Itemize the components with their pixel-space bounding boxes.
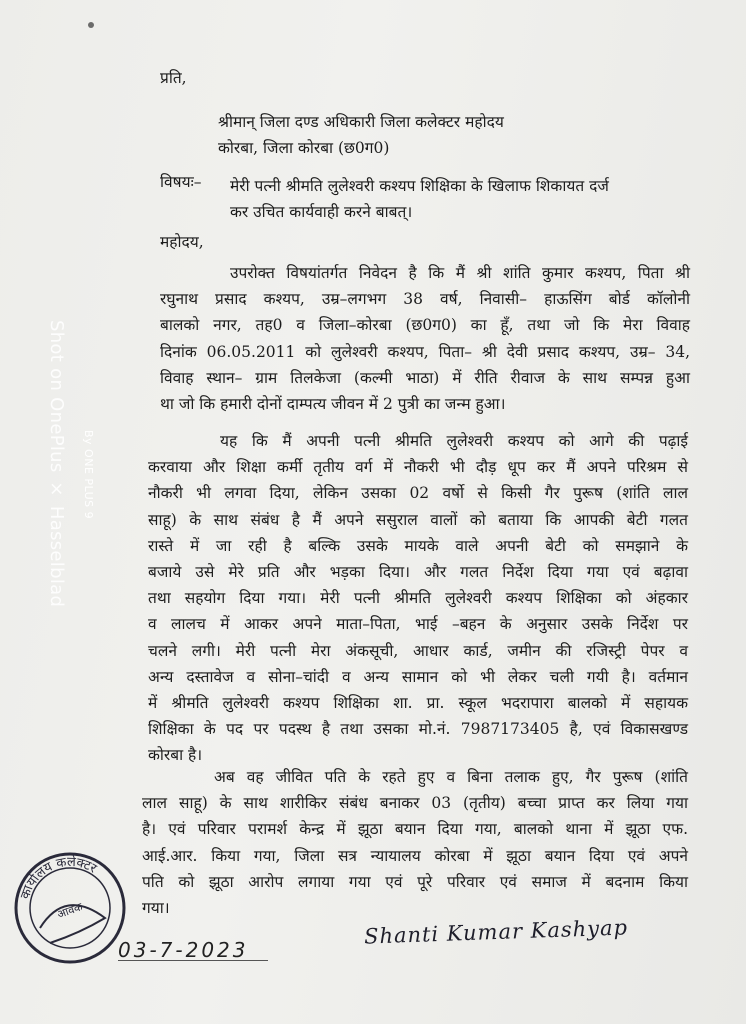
para2-line: चलने लगी। मेरी पत्नी मेरा अंकसूची, आधार कार्ड, जमीन की रजिस्ट्री पेपर व <box>148 641 688 660</box>
subject-line2: कर उचित कार्यवाही करने बाबत्। <box>230 203 413 221</box>
para2-line: शिक्षिका के पद पर पदस्थ है तथा उसका मो.नं. 7987173405 है, एवं विकासखण्ड <box>148 720 688 739</box>
addressee-line2: कोरबा, जिला कोरबा (छ0ग0) <box>218 139 390 157</box>
handwritten-signature: Shanti Kumar Kashyap <box>363 915 629 949</box>
subject-line1: मेरी पत्नी श्रीमति लुलेश्वरी कश्यप शिक्षिका के खिलाफ शिकायत दर्ज <box>230 177 609 195</box>
para2-line: यह कि मैं अपनी पत्नी श्रीमति लुलेश्वरी कश्यप को आगे की पढ़ाई <box>220 432 688 450</box>
para3-line: लाल साहू) के साथ शारीकिर संबंध बनाकर 03 (तृतीय) बच्चा प्राप्त कर लिया गया <box>142 794 688 813</box>
para2-line: रास्ते में जा रही है बल्कि उसके मायके वाले अपनी बेटी को समझाने के <box>148 536 688 555</box>
para1-line: बालको नगर, तह0 व जिला–कोरबा (छ0ग0) का हूँ, तथा जो कि मेरा विवाह <box>160 316 690 335</box>
para2-line: अन्य दस्तावेज व सोना–चांदी व अन्य सामान को भी लेकर चली गयी है। वर्तमान <box>148 667 688 686</box>
watermark-line1: Shot on OnePlus × Hasselblad <box>46 320 67 608</box>
para2-line: तथा सहयोग दिया गया। मेरी पत्नी श्रीमति लुलेश्वरी कश्यप शिक्षिका को अंहकार <box>148 589 688 608</box>
para2-line: करवाया और शिक्षा कर्मी तृतीय वर्ग में नौकरी भी दौड़ धूप कर मैं अपने परिश्रम से <box>148 458 688 477</box>
addressee-line1: श्रीमान् जिला दण्ड अधिकारी जिला कलेक्टर महोदय <box>218 113 504 131</box>
para3-line: पति को झूठा आरोप लगाया गया एवं पूरे परिवार एवं समाज में बदनाम किया <box>142 872 688 891</box>
camera-watermark <box>46 320 67 607</box>
subject-label: विषयः– <box>160 173 202 191</box>
greeting: महोदय, <box>160 233 204 251</box>
para3-line: आई.आर. किया गया, जिला सत्र न्यायालय कोरबा में झूठा बयान दिया एवं अपने <box>142 846 688 865</box>
para2-line: नौकरी भी लगवा दिया, लेकिन उसका 02 वर्षो से किसी गैर पुरूष (शांति लाल <box>148 484 688 503</box>
para2-line: व लालच में आकर अपने माता–पिता, भाई –बहन के अनुसार उसके निर्देश पर <box>148 615 688 634</box>
paragraph-1 <box>160 260 690 417</box>
para3-line: है। एवं परिवार परामर्श केन्द्र में झूठा बयान दिया गया, बालको थाना में झूठा एफ. <box>142 820 688 839</box>
date-underline <box>118 960 268 961</box>
ink-speck <box>88 22 94 28</box>
para1-line: विवाह स्थान– ग्राम तिलकेजा (कल्मी भाठा) में रीति रीवाज के साथ सम्पन्न हुआ <box>160 368 690 387</box>
para2-line: में श्रीमति लुलेश्वरी कश्यप शिक्षिका शा. प्रा. स्कूल भदरापारा बालको में सहायक <box>148 694 688 713</box>
stamp-text: कार्यालय कलेक्टर <box>17 854 99 902</box>
stamp-inner-text: आवक <box>55 900 85 922</box>
paragraph-2 <box>148 428 688 769</box>
para2-line: साहू) के साथ संबंध है मैं अपने ससुराल वालों को बताया कि आपकी बेटी गलत <box>148 510 688 529</box>
para1-line: था जो कि हमारी दोनों दाम्पत्य जीवन में 2 पुत्री का जन्म हुआ। <box>160 395 506 414</box>
office-stamp <box>10 848 130 968</box>
handwritten-date: 03-7-2023 <box>118 938 249 962</box>
para1-line: उपरोक्त विषयांतर्गत निवेदन है कि मैं श्री शांति कुमार कश्यप, पिता श्री <box>230 264 690 282</box>
para2-line: बजाये उसे मेरे प्रति और भड़का दिया। और गलत निर्देश दिया गया एवं बढ़ावा <box>148 563 688 582</box>
para3-line: गया। <box>142 899 170 918</box>
paragraph-3 <box>142 764 688 921</box>
para3-line: अब वह जीवित पति के रहते हुए व बिना तलाक हुए, गैर पुरूष (शांति <box>214 768 688 786</box>
para1-line: रघुनाथ प्रसाद कश्यप, उम्र–लगभग 38 वर्ष, निवासी– हाऊसिंग बोर्ड कॉलोनी <box>160 290 690 309</box>
para1-line: दिनांक 06.05.2011 को लुलेश्वरी कश्यप, पिता– श्री देवी प्रसाद कश्यप, उम्र– 34, <box>160 342 690 361</box>
salutation-to: प्रति, <box>160 69 187 87</box>
watermark-line2: By ONE PLUS 9 <box>82 430 95 520</box>
para2-line: कोरबा है। <box>148 746 203 765</box>
